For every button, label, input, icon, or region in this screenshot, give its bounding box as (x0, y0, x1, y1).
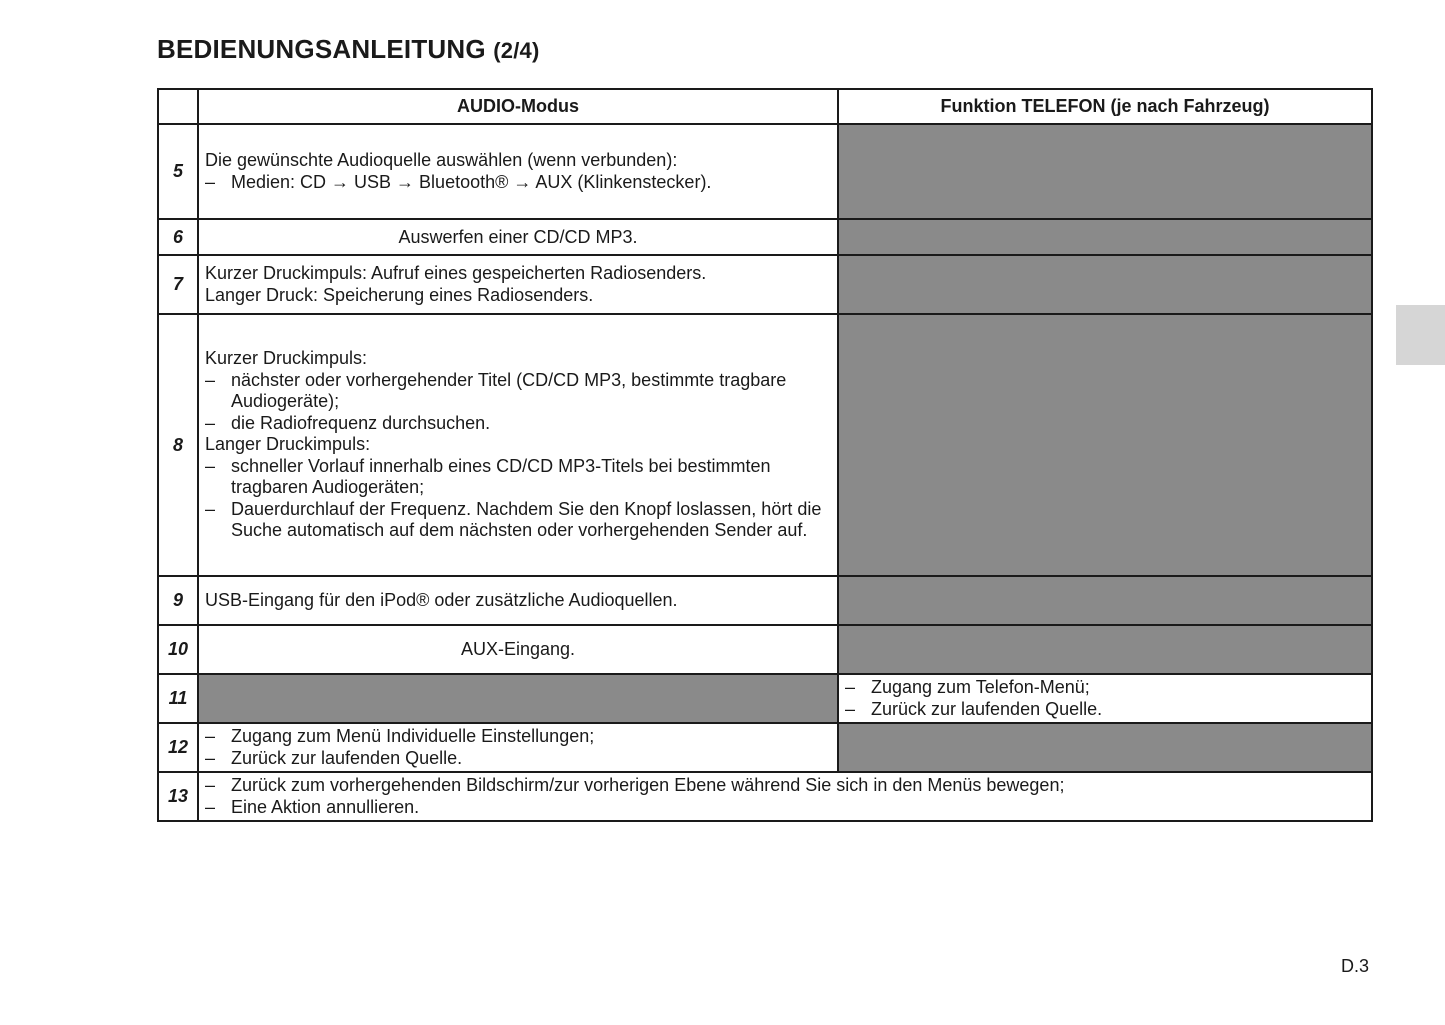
dash-marker: – (205, 726, 216, 746)
audio-cell (198, 124, 838, 219)
table-header-row (158, 89, 1372, 124)
cell-text: USB-Eingang für den iPod® oder zusätzliche Audioquellen. (205, 590, 678, 610)
shaded-cell (838, 625, 1372, 674)
bullet-text: nächster oder vorhergehender Titel (CD/CD MP3, bestimmte tragbare Audiogeräte); (231, 369, 787, 412)
row-number: 9 (158, 576, 198, 625)
bullet-item (205, 748, 831, 770)
cell-text: Langer Druck: Speicherung eines Radiosenders. (205, 284, 594, 305)
shaded-cell (838, 255, 1372, 314)
telefon-cell (838, 674, 1372, 723)
bullet-text: Dauerdurchlauf der Frequenz. Nachdem Sie den Knopf loslassen, hört die Suche automatisch auf dem nächsten oder vorhergehenden Sender auf. (231, 498, 822, 541)
dash-marker: – (205, 171, 216, 192)
shaded-cell (838, 723, 1372, 772)
bullet-item (845, 699, 1365, 721)
bullet-text: die Radiofrequenz durchsuchen. (231, 412, 491, 433)
cell-heading: Kurzer Druckimpuls: (205, 348, 368, 369)
controls-table (157, 88, 1373, 822)
page-number: D.3 (1341, 956, 1370, 976)
table-row (158, 772, 1372, 821)
row-number: 11 (158, 674, 198, 723)
row-number: 10 (158, 625, 198, 674)
bullet-text: Zugang zum Telefon-Menü; (871, 677, 1090, 697)
dash-marker: – (205, 455, 216, 476)
bullet-text: Eine Aktion annullieren. (231, 796, 420, 817)
bullet-item (845, 677, 1365, 699)
dash-marker: – (845, 698, 856, 719)
audio-cell (198, 576, 838, 625)
row-number: 12 (158, 723, 198, 772)
bullet-text: Zurück zur laufenden Quelle. (871, 698, 1103, 719)
cell-text: Kurzer Druckimpuls: Aufruf eines gespeicherten Radiosenders. (205, 263, 707, 283)
dash-marker: – (205, 796, 216, 817)
bullet-item (205, 413, 831, 435)
dash-marker: – (205, 498, 216, 519)
dash-marker: – (205, 369, 216, 390)
table-row (158, 576, 1372, 625)
header-telefon-function: Funktion TELEFON (je nach Fahrzeug) (838, 89, 1372, 124)
bullet-text: Medien: CD → USB → Bluetooth® → AUX (Klinkenstecker). (231, 171, 712, 192)
table-row (158, 625, 1372, 674)
row-number: 5 (158, 124, 198, 219)
bullet-item (205, 370, 831, 413)
table-row (158, 255, 1372, 314)
dash-marker: – (205, 412, 216, 433)
dash-marker: – (205, 775, 216, 795)
merged-cell (198, 772, 1372, 821)
cell-heading: Langer Druckimpuls: (205, 434, 371, 455)
audio-cell (198, 219, 838, 255)
cell-text: Die gewünschte Audioquelle auswählen (wenn verbunden): (205, 150, 678, 170)
row-number: 6 (158, 219, 198, 255)
shaded-cell (838, 576, 1372, 625)
header-num-cell (158, 89, 198, 124)
shaded-cell (838, 314, 1372, 576)
section-side-tab (1396, 305, 1445, 365)
table-row (158, 124, 1372, 219)
audio-cell (198, 255, 838, 314)
dash-marker: – (845, 677, 856, 697)
table-row (158, 723, 1372, 772)
shaded-cell (198, 674, 838, 723)
bullet-text: Zurück zur laufenden Quelle. (231, 747, 463, 768)
page-title (157, 34, 540, 65)
bullet-text: schneller Vorlauf innerhalb eines CD/CD MP3-Titels bei bestimmten tragbaren Audiogeräten; (231, 455, 771, 498)
audio-cell (198, 314, 838, 576)
bullet-item (205, 499, 831, 542)
cell-text: AUX-Eingang. (460, 639, 576, 659)
bullet-item (205, 797, 1365, 819)
dash-marker: – (205, 747, 216, 768)
bullet-item (205, 775, 1365, 797)
shaded-cell (838, 124, 1372, 219)
bullet-item (205, 456, 831, 499)
bullet-item (205, 726, 831, 748)
table-row (158, 219, 1372, 255)
cell-text: Auswerfen einer CD/CD MP3. (398, 226, 638, 247)
bullet-text: Zugang zum Menü Individuelle Einstellungen; (231, 726, 595, 746)
page-title-main: BEDIENUNGSANLEITUNG (157, 34, 486, 64)
audio-cell (198, 625, 838, 674)
table-row (158, 674, 1372, 723)
page-title-suffix: (2/4) (493, 38, 540, 63)
table-row (158, 314, 1372, 576)
shaded-cell (838, 219, 1372, 255)
header-audio-mode: AUDIO-Modus (198, 89, 838, 124)
row-number: 8 (158, 314, 198, 576)
bullet-item (205, 172, 831, 194)
audio-cell (198, 723, 838, 772)
row-number: 13 (158, 772, 198, 821)
bullet-text: Zurück zum vorhergehenden Bildschirm/zur vorherigen Ebene während Sie sich in den Menüs bewegen; (231, 775, 1065, 795)
row-number: 7 (158, 255, 198, 314)
